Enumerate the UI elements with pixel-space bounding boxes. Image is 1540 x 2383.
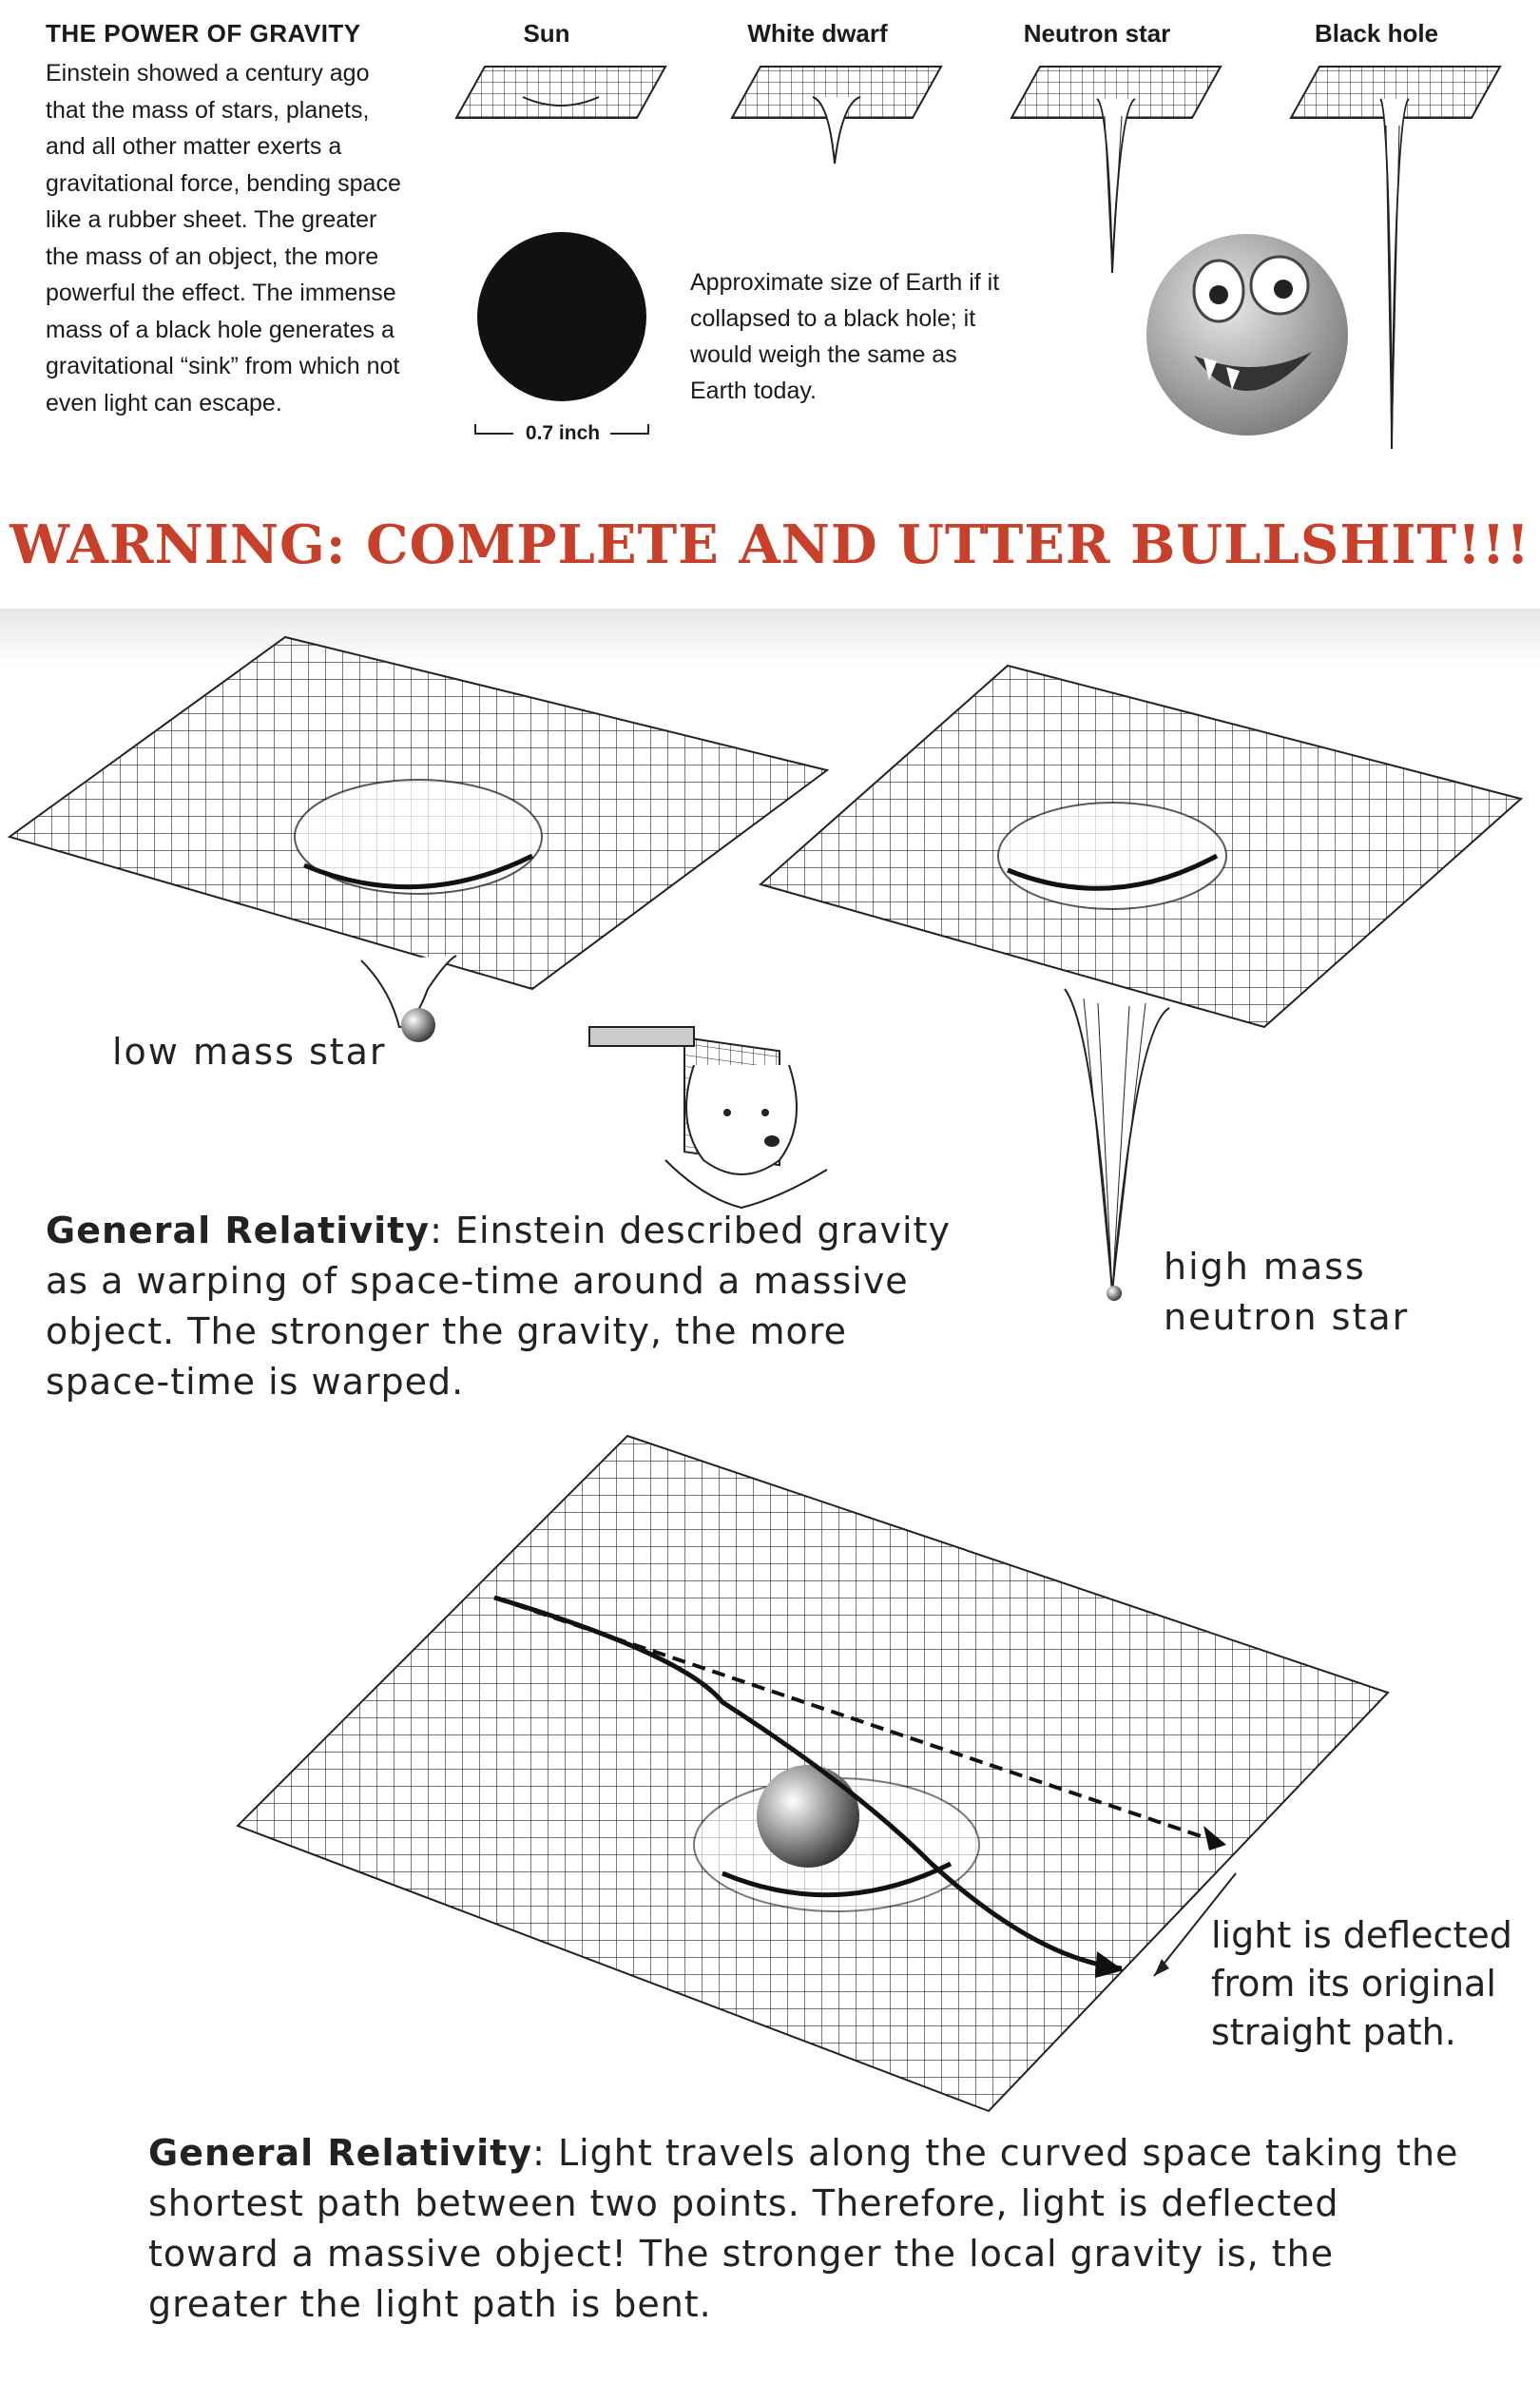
column-label-white-dwarf: White dwarf — [747, 19, 888, 48]
column-label-neutron-star: Neutron star — [1023, 19, 1171, 48]
deflection-label — [1211, 1911, 1515, 2057]
earth-black-hole-circle — [472, 226, 652, 407]
massive-object — [757, 1765, 859, 1868]
deflection-label-line-3: straight path. — [1211, 2011, 1456, 2053]
sun-sheet — [447, 59, 675, 135]
high-mass-well — [1065, 989, 1169, 1293]
caption-general-relativity-2 — [148, 2128, 1479, 2330]
intro-title: THE POWER OF GRAVITY — [46, 19, 361, 48]
caption-2-head: General Relativity — [148, 2132, 533, 2174]
caption-2-body: : Light travels along the curved space taking the shortest path between two points. Therefore, light is deflected toward a massive object! The stronger the local gravity is, the greater the light path is bent. — [148, 2132, 1459, 2325]
grinning-face-icon — [1141, 228, 1359, 447]
caption-general-relativity-1 — [46, 1206, 958, 1407]
high-mass-label — [1164, 1242, 1449, 1343]
low-mass-label: low mass star — [112, 1031, 387, 1073]
caption-1-body: : Einstein described gravity as a warping of space-time around a massive object. The stronger the gravity, the more space-time is warped. — [46, 1210, 951, 1403]
caption-1-head: General Relativity — [46, 1210, 431, 1251]
white-dwarf-sheet — [722, 59, 951, 183]
deflection-label-line-2: from its original — [1211, 1963, 1496, 2005]
neutron-star — [1107, 1286, 1122, 1301]
deflection-label-line-1: light is deflected — [1211, 1914, 1512, 1956]
low-mass-star — [401, 1008, 435, 1042]
column-label-sun: Sun — [523, 19, 570, 48]
high-mass-label-line-2: neutron star — [1164, 1296, 1410, 1338]
intro-text: Einstein showed a century ago that the mass of stars, planets, and all other matter exerts a gravitational force, bending space like a rubber sheet. The greater the mass of an object, the more powerful the effect. The immense mass of a black hole generates a gravitational “sink” from which not even light can escape. — [46, 60, 401, 417]
wojak-head-icon — [589, 1027, 827, 1208]
column-label-black-hole: Black hole — [1314, 19, 1439, 48]
scale-label: 0.7 inch — [525, 422, 601, 444]
warning-banner: WARNING: COMPLETE AND UTTER BULLSHIT!!! — [10, 513, 1530, 576]
high-mass-label-line-1: high mass — [1164, 1246, 1366, 1288]
earth-size-note: Approximate size of Earth if it collapsed to a black hole; it would weigh the same as Earth today. — [690, 269, 1000, 404]
